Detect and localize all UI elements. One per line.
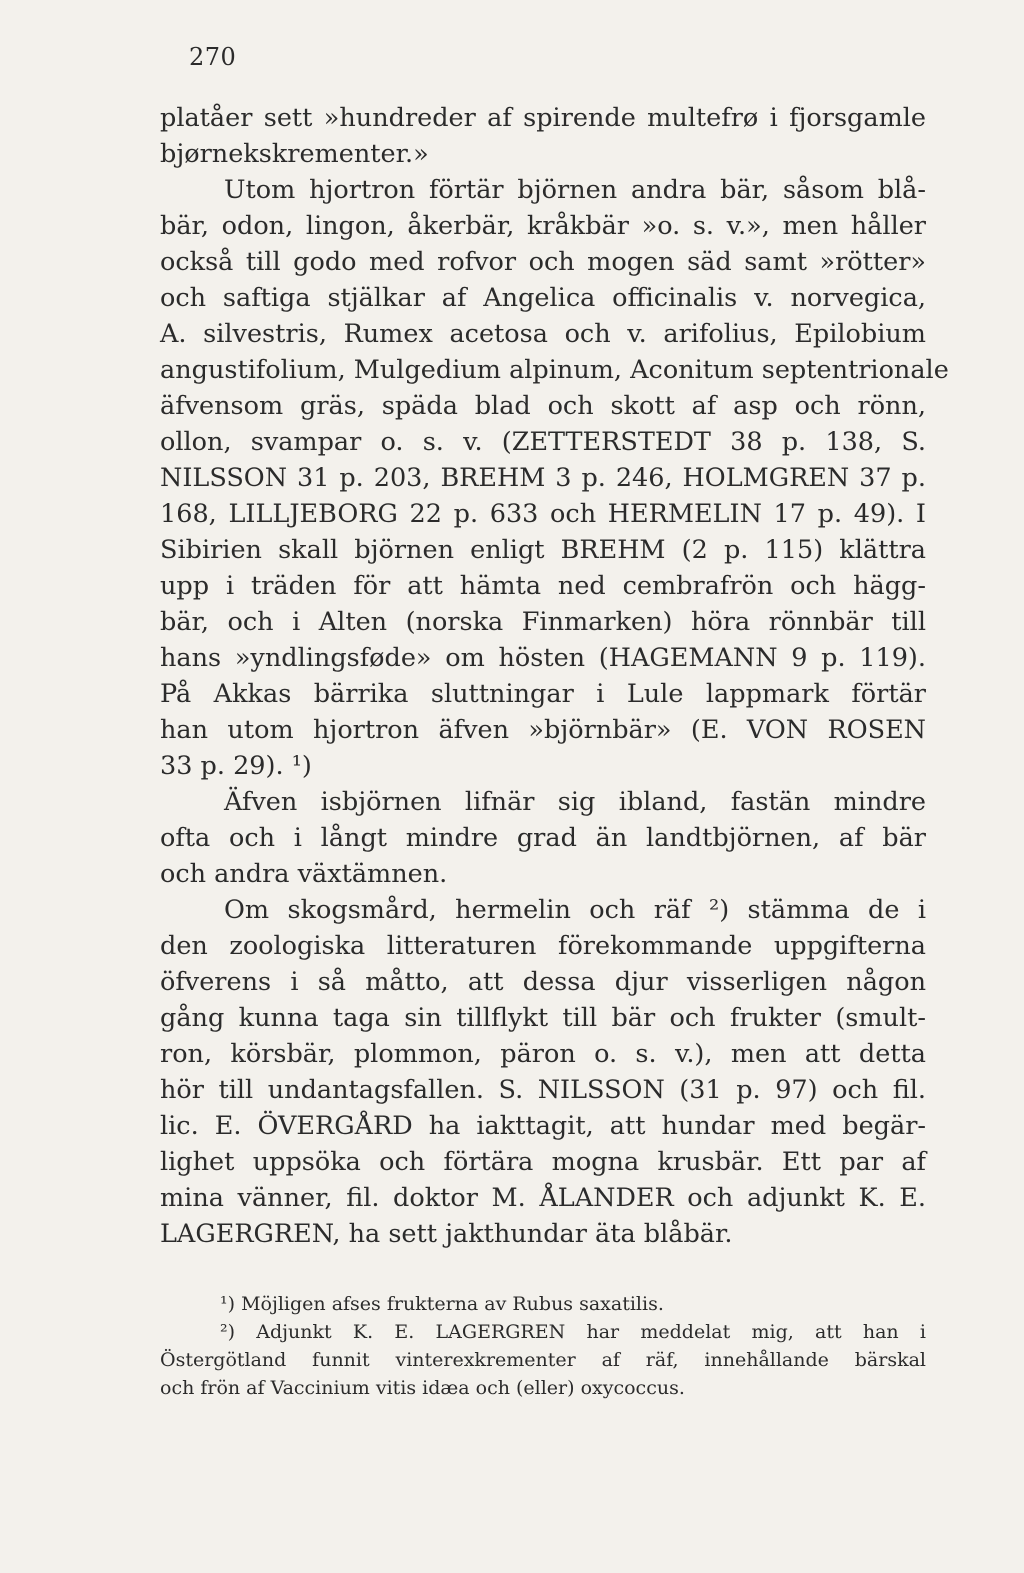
text-line: och andra växtämnen. xyxy=(160,859,448,889)
text-line: bjørnekskrementer.» xyxy=(160,139,429,169)
text-line: Utom hjortron förtär björnen andra bär, såsom blå- xyxy=(224,175,926,205)
text-line: hans »yndlingsføde» om hösten (HAGEMANN 9 p. 119). xyxy=(160,643,926,673)
text-line: bär, och i Alten (norska Finmarken) höra rönnbär till xyxy=(160,607,926,637)
text-line: A. silvestris, Rumex acetosa och v. arifolius, Epilobium xyxy=(160,319,926,349)
text-line: hör till undantagsfallen. S. NILSSON (31 p. 97) och fil. xyxy=(160,1075,926,1105)
text-line: ofta och i långt mindre grad än landtbjörnen, af bär xyxy=(160,823,926,853)
text-line: 33 p. 29). ¹) xyxy=(160,751,312,781)
text-line: ron, körsbär, plommon, päron o. s. v.), men att detta xyxy=(160,1039,926,1069)
text-line: NILSSON 31 p. 203, BREHM 3 p. 246, HOLMGREN 37 p. xyxy=(160,463,926,493)
text-line: den zoologiska litteraturen förekommande uppgifterna xyxy=(160,931,926,961)
text-line: gång kunna taga sin tillflykt till bär och frukter (smult- xyxy=(160,1003,926,1033)
text-line: äfvensom gräs, späda blad och skott af asp och rönn, xyxy=(160,391,926,421)
text-line: Om skogsmård, hermelin och räf ²) stämma de i xyxy=(224,895,926,925)
text-line: mina vänner, fil. doktor M. ÅLANDER och adjunkt K. E. xyxy=(160,1183,926,1213)
footnote-line: ²) Adjunkt K. E. LAGERGREN har meddelat mig, att han i xyxy=(220,1321,926,1343)
footnote-line: och frön af Vaccinium vitis idæa och (eller) oxycoccus. xyxy=(160,1377,685,1399)
text-line: också till godo med rofvor och mogen säd samt »rötter» xyxy=(160,247,926,277)
text-line: öfverens i så måtto, att dessa djur visserligen någon xyxy=(160,967,926,997)
text-line: och saftiga stjälkar af Angelica officinalis v. norvegica, xyxy=(160,283,926,313)
text-line: Äfven isbjörnen lifnär sig ibland, fastän mindre xyxy=(224,787,926,817)
text-line: lic. E. ÖVERGÅRD ha iakttagit, att hundar med begär- xyxy=(160,1111,926,1141)
text-line: ollon, svampar o. s. v. (ZETTERSTEDT 38 p. 138, S. xyxy=(160,427,926,457)
text-line: angustifolium, Mulgedium alpinum, Aconitum septentrionale xyxy=(160,355,949,385)
text-line: han utom hjortron äfven »björnbär» (E. VON ROSEN xyxy=(160,715,926,745)
page-number: 270 xyxy=(189,43,237,71)
footnote-line: ¹) Möjligen afses frukterna av Rubus saxatilis. xyxy=(220,1293,664,1315)
text-line: Sibirien skall björnen enligt BREHM (2 p. 115) klättra xyxy=(160,535,926,565)
text-line: LAGERGREN, ha sett jakthundar äta blåbär. xyxy=(160,1219,733,1249)
text-line: På Akkas bärrika sluttningar i Lule lappmark förtär xyxy=(160,679,926,709)
footnote-line: Östergötland funnit vinterexkrementer af räf, innehållande bärskal xyxy=(160,1349,926,1371)
text-line: 168, LILLJEBORG 22 p. 633 och HERMELIN 17 p. 49). I xyxy=(160,499,926,529)
text-line: platåer sett »hundreder af spirende multefrø i fjorsgamle xyxy=(160,103,926,133)
text-line: upp i träden för att hämta ned cembrafrön och hägg- xyxy=(160,571,926,601)
text-line: lighet uppsöka och förtära mogna krusbär. Ett par af xyxy=(160,1147,926,1177)
text-line: bär, odon, lingon, åkerbär, kråkbär »o. s. v.», men håller xyxy=(160,211,926,241)
